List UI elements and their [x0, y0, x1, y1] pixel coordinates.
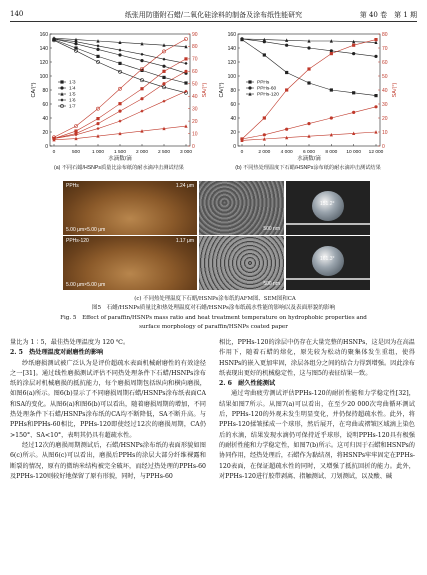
sa-data-point — [96, 127, 99, 130]
legend-label: 1∶7 — [69, 104, 76, 110]
x-tick-label: 2 500 — [157, 150, 171, 155]
y-tick-label: 120 — [39, 59, 48, 66]
sa-data-point — [96, 122, 99, 125]
y-tick-label: 20 — [42, 129, 48, 136]
ca-data-point — [96, 55, 99, 58]
y-tick-label: 140 — [227, 45, 236, 52]
legend-label: PPHs-60 — [257, 86, 277, 92]
sa-data-point — [330, 52, 333, 55]
sa-data-point — [263, 116, 266, 119]
afm-height-pphs: 1.24 μm — [175, 183, 194, 189]
y2-tick-label: 70 — [192, 56, 198, 63]
panel-label: (a) 不同石蜡/HSNPs质量比涂布纸的耐水滴冲击测试结果 — [54, 165, 184, 171]
x-tick-label: 1 000 — [91, 150, 105, 155]
y-tick-label: 0 — [233, 143, 236, 150]
y-axis-label: CA/(°) — [31, 82, 37, 98]
y2-tick-label: 40 — [382, 87, 388, 94]
sa-data-point — [374, 105, 377, 108]
sa-data-point — [96, 117, 99, 120]
sa-data-point — [352, 111, 355, 114]
sa-data-point — [140, 110, 143, 113]
legend-marker — [248, 80, 251, 83]
section-heading: 2. 6 耐久性能测试 — [219, 380, 276, 388]
legend-label: PPHs — [257, 80, 270, 86]
ca-data-point — [330, 88, 333, 91]
ca-data-point — [118, 53, 121, 56]
y-tick-label: 80 — [230, 87, 236, 94]
y2-tick-label: 80 — [192, 44, 198, 51]
afm-height-pphs-120: 1.17 μm — [175, 238, 194, 244]
x-tick-label: 10 000 — [346, 150, 362, 155]
legend-marker — [60, 98, 63, 101]
panel-c-caption: (c) 不同热处理温度下石蜡/HSNPs涂布纸的AFM图、SEM图和CA — [134, 296, 296, 302]
x-tick-label: 6 000 — [302, 150, 316, 155]
ca-image-pphs-120 — [286, 236, 370, 290]
ca-data-point — [307, 46, 310, 49]
y2-tick-label: 10 — [192, 131, 198, 138]
sa-data-point — [140, 87, 143, 90]
x-tick-label: 3 000 — [179, 150, 193, 155]
y-tick-label: 120 — [227, 59, 236, 66]
x-tick-label: 8 000 — [325, 150, 338, 155]
figure-caption-cn: 图5 石蜡/HSNPs质量比和热处理温度对石蜡/HSNPs涂布纸疏水性能的影响以及表面形貌的影响 — [91, 305, 336, 311]
sa-data-point — [162, 100, 165, 103]
afm-scale-pphs: 5.00 μm×5.00 μm — [66, 227, 106, 233]
y2-tick-label: 50 — [382, 73, 388, 80]
y-tick-label: 60 — [230, 101, 236, 108]
y-tick-label: 140 — [39, 45, 48, 52]
ca-data-point — [374, 94, 377, 97]
ca-data-point — [285, 71, 288, 74]
sem-scale-pphs-120: 500 nm — [263, 281, 280, 287]
y-tick-label: 40 — [230, 115, 236, 122]
legend-label: 1∶6 — [69, 98, 76, 104]
ca-value-pphs: 151.2° — [320, 201, 335, 207]
chart-a — [28, 22, 210, 172]
chart-b-svg — [216, 22, 400, 172]
y2-tick-label: 80 — [382, 31, 388, 38]
ca-data-point — [285, 44, 288, 47]
y2-tick-label: 30 — [192, 106, 198, 113]
y-tick-label: 60 — [42, 101, 48, 108]
y2-tick-label: 10 — [382, 129, 388, 136]
sa-data-point — [285, 88, 288, 91]
ca-data-point — [96, 44, 99, 47]
y2-tick-label: 90 — [192, 31, 198, 38]
paragraph: 经过12次的磨损周期测试后，石蜡/HSNPs涂布纸的表面形貌如图6(c)所示。从图6(c)可以看出，磨损后PPHs的涂层大部分纤维裸露和断裂的情况，原有的微纳米结构被完全破坏，而经过热处理的PPHs-60及PPHs-120则较好地保留了原有形貌，同时，与PPHs-60 — [10, 441, 206, 480]
y2-tick-label: 60 — [382, 59, 388, 66]
paragraph: 通过弯曲疲劳测试评估PPHs-120的耐折性能和力学稳定性[32]，结果如图7所示。从图7(a)可以看出，在至少20 000次弯曲循环测试后，PPHs-120的外观未发生明显变化，并仍保持超疏水性。此外，将PPHs-120揉皱揉成一个球形，然后展开，在弯曲或褶皱区域滴上染色后的水滴，结果发现水滴仍可保持近乎球形，说明PPHs-120具有极强的耐折性能和力学稳定性，如图7(b)所示。这可归因于石蜡和HSNPs的协同作用，经热处理后，石蜡作为黏结剂，将HSNPs牢牢固定在PPHs-120表面，在保证超疏水性的同时，又增强了抵抗回折的能力。此外，对PPHs-120进行胶带剥离、指触测试、刀划测试，以及酸、碱 — [219, 390, 415, 480]
page-header — [10, 8, 417, 22]
x-tick-label: 500 — [71, 150, 81, 155]
sa-data-point — [307, 122, 310, 125]
running-title: 纸张用防脂附石蜡/二氧化硅涂料的制备及涂布纸性能研究 — [124, 11, 303, 19]
y2-tick-label: 0 — [382, 143, 385, 150]
ca-data-point — [352, 52, 355, 55]
legend-label: 1∶4 — [69, 86, 76, 92]
afm-image-pphs-120 — [63, 236, 197, 290]
y2-tick-label: 30 — [382, 101, 388, 108]
ca-data-point — [118, 49, 121, 52]
ca-data-point — [184, 81, 187, 84]
ca-data-point — [140, 53, 143, 56]
y2-axis-label: SA/(°) — [392, 82, 398, 98]
chart-group — [219, 32, 398, 171]
legend-label: 1∶5 — [69, 92, 76, 98]
y-tick-label: 0 — [45, 143, 48, 150]
ca-data-point — [162, 65, 165, 68]
ca-data-point — [330, 49, 333, 52]
sa-data-point — [162, 82, 165, 85]
volume-issue: 第 40 卷 第 1 期 — [359, 11, 417, 19]
x-tick-label: 0 — [240, 150, 244, 155]
ca-data-point — [140, 59, 143, 62]
x-tick-label: 12 000 — [368, 150, 384, 155]
legend-marker — [248, 86, 251, 89]
paragraph: 纱纸磨损测试被广泛认为是评价超疏水表面机械耐磨性的有效途径之一[31]。通过线性磨损测试评估不同热处理条件下石蜡/HSNPs涂布纸的涂层对机械磨损的抵抗能力，每个磨损周期包括纵向和横向磨损，如图6(a)所示。图6(b)显示了不同磨损周期石蜡/HSNPs涂布纸表面CA和SA的变化。从图6(a)和图6(b)可以看出，随着磨损周期的增加，不同热处理条件下石蜡/HSNPs涂布纸的CA均不断降低，SA不断升高。与PPHs和PPHs-60相比，PPHs-120即使经过12次的磨损周期，CA仍>150°、SA<10°，表明其仍具有超疏水性。 — [10, 359, 206, 439]
ca-value-pphs-120: 161.3° — [320, 256, 335, 262]
ca-data-point — [162, 76, 165, 79]
x-tick-label: 4 000 — [280, 150, 293, 155]
chart-group — [31, 32, 208, 171]
sem-image-pphs-120 — [199, 236, 284, 290]
sa-data-point — [263, 133, 266, 136]
chart-a-svg — [28, 22, 210, 172]
figure-caption-en-1: Fig. 5 Effect of paraffin/HSNPs mass ratio and heat treatment temperature on hydrophobic properties and — [60, 315, 367, 321]
legend-marker — [60, 80, 63, 83]
substrate-line — [286, 223, 370, 225]
x-tick-label: 1 500 — [113, 150, 127, 155]
sa-data-point — [330, 116, 333, 119]
sem-image-pphs — [199, 181, 284, 235]
y-axis-label: CA/(°) — [219, 82, 225, 98]
y2-tick-label: 50 — [192, 81, 198, 88]
panel-label: (b) 不同热处理温度下石蜡/HSNPs涂布纸的耐水滴冲击测试结果 — [235, 165, 381, 171]
ca-data-point — [374, 55, 377, 58]
ca-data-point — [352, 91, 355, 94]
sa-data-point — [118, 110, 121, 113]
right-column — [219, 338, 415, 482]
y2-tick-label: 40 — [192, 94, 198, 101]
x-axis-label: 水滴数/滴 — [297, 156, 321, 162]
ca-data-point — [184, 62, 187, 65]
sa-data-point — [184, 57, 187, 60]
sa-data-point — [374, 38, 377, 41]
sa-data-point — [184, 37, 187, 40]
ca-data-point — [162, 58, 165, 61]
chart-b — [216, 22, 400, 172]
afm-image-pphs — [63, 181, 197, 235]
ca-series-line — [54, 40, 186, 83]
afm-scale-pphs-120: 5.00 μm×5.00 μm — [66, 282, 106, 288]
ca-data-point — [118, 62, 121, 65]
paragraph: 量比为 1∶5，最佳热处理温度为 120 ℃。 — [10, 339, 130, 346]
legend-marker — [60, 86, 63, 89]
section-heading: 2. 5 热处理温度对耐磨性的影响 — [10, 349, 104, 357]
y-tick-label: 20 — [230, 129, 236, 136]
x-tick-label: 2 000 — [258, 150, 271, 155]
y-tick-label: 80 — [42, 87, 48, 94]
y-tick-label: 100 — [39, 73, 48, 80]
paragraph: 相比，PPHs-120的涂层中仍存在大量完整的HSNPs，这是因为在高温作用下，随着石蜡的熔化，原先较为松动的聚集体发生重组，使得HSNPs的嵌入更加牢固，涂层各组分之间的结合力得到增强。因此涂布纸表现出更好的机械稳定性，这与图5的表征结果一致。 — [219, 339, 415, 377]
ca-data-point — [96, 48, 99, 51]
page-number: 140 — [10, 10, 24, 18]
substrate-line — [286, 278, 370, 280]
sa-data-point — [285, 128, 288, 131]
x-tick-label: 2 000 — [135, 150, 149, 155]
sa-data-point — [162, 70, 165, 73]
legend-label: 1∶3 — [69, 80, 76, 86]
y2-tick-label: 20 — [192, 118, 198, 125]
sa-data-point — [118, 120, 121, 123]
y-tick-label: 100 — [227, 73, 236, 80]
figure-caption-en-2: surface morphology of paraffin/HSNPs coated paper — [139, 324, 288, 330]
sem-scale-pphs: 500 nm — [263, 226, 280, 232]
left-column — [10, 338, 206, 482]
sa-data-point — [307, 67, 310, 70]
ca-data-point — [307, 81, 310, 84]
y2-tick-label: 0 — [192, 143, 195, 150]
afm-label-pphs-120: PPHs-120 — [66, 238, 89, 244]
y-tick-label: 160 — [39, 31, 48, 38]
y2-tick-label: 70 — [382, 45, 388, 52]
sa-data-point — [118, 102, 121, 105]
x-tick-label: 0 — [52, 150, 56, 155]
sa-data-point — [352, 44, 355, 47]
sa-data-point — [140, 97, 143, 100]
y-tick-label: 40 — [42, 115, 48, 122]
ca-data-point — [263, 53, 266, 56]
ca-image-pphs — [286, 181, 370, 235]
y2-tick-label: 20 — [382, 115, 388, 122]
y-tick-label: 160 — [227, 31, 236, 38]
sa-data-point — [184, 70, 187, 73]
legend-label: PPHs-120 — [257, 92, 279, 98]
x-axis-label: 水滴数/滴 — [108, 156, 132, 162]
afm-label-pphs: PPHs — [66, 183, 79, 189]
y2-tick-label: 60 — [192, 69, 198, 76]
y2-axis-label: SA/(°) — [202, 82, 208, 98]
